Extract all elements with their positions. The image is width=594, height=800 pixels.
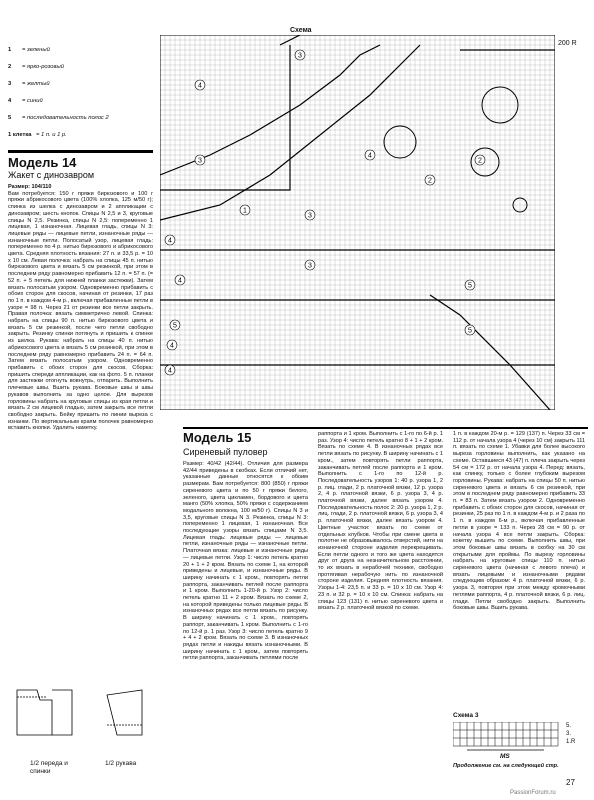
model-15-text-col3: 1 п. в каждом 20-м р. = 129 (137) п. Через 33 см = 112 р. от начала узора 4 (через 10 см) закрыть 111 п. вязать по схеме 1. Убавки для более высокого выреза горловины выполнить, как указано на схеме. Оставшиеся 43 (47) п. плеча закрыть через 54 см = 172 р. от начала узора 4. Перед: вязать, как спинку, только с более глубоким вырезом горловины. Рукава: набрать на спицы 50 п. нитью сиреневого цвета и вязать 6 см резинкой, при этом в последнем ряду равномерно прибавить 33 п. = 83 п. Затем вязать узором 2. Одновременно прибавить с обоих сторон для скосов, начиная от резинки, 25 раз по 1 п. в каждом 4-м р. и 2 раза по 1 п. в каждом 6-м р., включая прибавленные петли в узоре = 133 п. Через 28 см = 90 р. от начала узора 4 все петли закрыть. Сборка: кокетку вышить по схеме. Выполнить швы, при этом боковые швы вязать в скобку на 30 см открытыми для проймы. По вырезу горловины набрать на круговые спицы 110 п. нитью сиреневого цвета (начиная с левого плеча) и вязать лицевыми и изнаночными рядами следующим образом: 4 р. платочной вязки, 6 р. узора 3, повторяя при этом между кромочными петлями раппорта, 4 р. платочной вязки, 6 р. лиц. глади. Петли свободно закрыть. Выполнить боковые швы. Вшить рукава. xyxy=(453,431,585,612)
color-key-number: 2 xyxy=(428,177,432,185)
grid-border xyxy=(160,35,555,410)
scheme-3-ms: MS xyxy=(500,753,510,760)
legend-item: 1 клетка = 1 п. и 1 р. xyxy=(8,132,67,138)
model-15-subtitle: Сиреневый пуловер xyxy=(183,447,268,457)
scheme-3-grid xyxy=(453,722,558,746)
legend-item: 1 = зеленый xyxy=(8,47,50,53)
color-key-number: 5 xyxy=(468,327,472,335)
legend-item: 3 = желтый xyxy=(8,81,50,87)
scheme-3-row-labels: 5. 3. 1.R xyxy=(566,723,576,745)
color-key-number: 3 xyxy=(308,262,312,270)
model-14-pattern-drawings xyxy=(12,685,157,750)
scheme-title: Схема xyxy=(290,27,312,34)
scheme-3-title: Схема 3 xyxy=(453,712,479,719)
grid-lines xyxy=(160,35,555,410)
color-key-number: 4 xyxy=(368,152,372,160)
model-14-subtitle: Жакет с динозавром xyxy=(8,170,95,180)
model-15-col1 xyxy=(183,430,308,781)
front-back-caption: 1/2 переда и спинки xyxy=(30,760,68,775)
color-key-number: 5 xyxy=(173,322,177,330)
color-key-number: 4 xyxy=(168,237,172,245)
color-key-number: 5 xyxy=(468,282,472,290)
color-key-number: 3 xyxy=(198,157,202,165)
model-14-body: Вам потребуется: 150 г пряжи бирюзового и 100 г пряжи абрикосового цвета (100% хлопка, 125 м/50 г); спинка из шелка с динозавром и 2 аппликации с динозавром; шесть кнопок. Спицы N 2,5 и 3, круговые спицы N 2,5. Резинка, спицы N 2,5: попеременно 1 лицевая, 1 изнаночная. Лицевая гладь, спицы N 3: лицевые ряды — лицевые петли, изнаночные ряды — изнаночные петли. Полосатый узор, лицевая гладь: попеременно по 4 р. нитью бирюзового и абрикосового цвета. Средняя плотность вязания: 27 п. и 33,5 р. = 10 х 10 см. Левая полочка: набрать на спицы 45 п. нитью бирюзового цвета и вязать 5 см резинкой, при этом в последнем ряду равномерно прибавить 12 п. = 57 п. (= 52 п. + 5 петель для нижней планки застежки). Затем вязать полосатым узором. Одновременно прибавить с обоих сторон для скосов, начиная от резинки, 17 раз по 1 п. в каждом 4-м р., включая прибавленные петли в узоре = 98 п. Через 21 от резинки все петли закрыть. Правая полочка: вязать симметрично левой. Спинка: набрать на спицы 90 п. нитью бирюзового цвета и вязать 5 см резинкой, после чего петли свободно закрыть. Резинку спинки потянуть и пришить к спинке из шелка. Рукава: набрать на спицы 40 п. нитью абрикосового цвета и вязать 5 см резинкой, при этом в последнем ряду равномерно прибавить 24 п. = 64 п. Затем вязать полосатым узором. Одновременно прибавить с обоих сторон для скосов. Сборка: пришить спереди аппликации, как на фото. 5 п. планки для застежки отогнуть вовнутрь, отпарить. Выполнить плечевые швы. Вшить рукава. Боковые швы и швы рукавов выполнить за одно целое. Для вырезов горловины набрать на круговые спицы из края петли и вязать 2 см лицевой гладью, затем закрыть все петли свободно закрыть. Бейку пришить по линии выреза с изнанки. По вертикальным краям полочек равномерно вставить кнопки. Удалить наметку. xyxy=(8,190,153,432)
model-15-title: Модель 15 xyxy=(183,430,252,445)
sleeve-caption: 1/2 рукава xyxy=(105,760,137,767)
continued-note: Продолжение см. на следующей стр. xyxy=(453,763,559,769)
model-15-text-col1: Размер: 40/42 (42/44). Отличия для размера 42/44 приведены в скобках. Если отличий нет, указанные данные относятся к обоим размерам. Вам потребуется: 800 (850) г пряжи сиреневого цвета и по 50 г пряжи белого, зеленого, цвета цикламен, бордового и цвета манго (50% хлопка, 50% пряжи с содержанием модального волокна, 100 м/50 г). Спицы N 3 и 3,5, круговые спицы N 3. Резинка, спицы N 3: попеременно 1 лицевая, 1 изнаночная. Все последующие узоры вязать спицами N 3,5. Лицевая гладь: лицевые ряды — лицевые петли, изнаночные ряды — изнаночные петли. Платочная вязка: лицевые и изнаночные ряды — лицевые петли. Узор 1: число петель кратно 20 + 1 + 2 кром. Вязать по схеме 1, на которой приведены и лицевые, и изнаночные ряды. В ширину начинать с 1 кром., повторять петли раппорта, заканчивать петлей после раппорта и 1 кром. Выполнить 1-20-й р. Узор 2: число петель кратно 11 + 2 кром. Вязать по схеме 2, на которой приведены только лицевые ряды. В изнаночных рядах все петли вязать по рисунку. В ширину начинать с 1 кром., повторять раппорт, заканчивать 1 кром. Выполнить с 1-го по 12-й р. 1 раз. Узор 3: число петель кратно 9 + 4 + 2 кром. Вязать по схеме 3. В изнаночных рядах петли и накиды вязать изнаночными. В ширину начинать с 1 кром., затем повторять петли раппорта, заканчивать петлями после xyxy=(183,461,308,662)
model-14-section xyxy=(8,150,153,646)
model-14-size: Размер: 104/110 xyxy=(8,184,52,190)
stripe-boundaries xyxy=(160,35,555,410)
color-key-number: 4 xyxy=(170,342,174,350)
color-key-number: 4 xyxy=(178,277,182,285)
row-label: 200 R xyxy=(558,40,577,47)
dinosaur-spots xyxy=(384,87,527,212)
color-key-number: 3 xyxy=(298,52,302,60)
front-back-pattern-drawing xyxy=(17,690,72,735)
legend-item: 2 = ярко-розовый xyxy=(8,64,64,70)
model-14-title: Модель 14 xyxy=(8,155,77,170)
legend-item: 4 = синий xyxy=(8,98,43,104)
color-key-number: 4 xyxy=(168,367,172,375)
knitting-chart xyxy=(160,35,555,410)
sleeve-pattern-drawing xyxy=(107,690,142,735)
color-key-number: 2 xyxy=(478,157,482,165)
legend-item: 5 = последовательность полос 2 xyxy=(8,115,109,121)
page-number: 27 xyxy=(566,778,575,787)
color-key-number: 4 xyxy=(198,82,202,90)
scheme-3-chart xyxy=(453,722,563,752)
watermark: PassionForum.ru xyxy=(510,790,556,796)
color-key-number: 3 xyxy=(308,212,312,220)
model-15-text-col2: раппорта и 1 кром. Выполнить с 1-го по 6-й р. 1 раз. Узор 4: число петель кратно 8 + 1 + 2 кром. Вязать по схеме 4. В изнаночных рядах все петли вязать по рисунку. В ширину начинать с 1 кром., затем повторять петли раппорта, заканчивать петлей после раппорта и 1 кром. Выполнить с 1-го по 12-й р. Последовательность узоров 1: 40 р. узора 1, 2 р. лиц. глади, 2 р. платочной вязки, 12 р. узора 2, 4 р. платочной вязки, 6 р. узора 3, 4 р. платочной вязки, далее вязать узором 4. Последовательность полос 2: 20 р. узора 1, 2 р. лиц. глади, 2 р. платочной вязки, 6 р. узора 3, 4 р. платочной вязки, далее вязать узором 4. Цветные участки: вязать по схеме от отдельных клубков. Чтобы при смене цвета в полотне не образовывалось отверстий, нити на изнаночной стороне изделия перекрещивать. Если петли одного и того же цвета находятся друг от друга на незначительном расстоянии, то их вязать в нерабочей технике, свободно протягивая нерабочую нить по изнаночной стороне изделия. Средняя плотность вязания. Узоры 1-4: 23,5 п. и 33 р. = 10 х 10 см. Узор 4: 23 п. и 32 р. = 10 х 10 см. Спинка: набрать на спицы 123 (131) п. нитью сиреневого цвета и вязать 2 р. платочной вязкой по схеме. xyxy=(318,431,443,612)
color-key-number: 1 xyxy=(243,207,247,215)
